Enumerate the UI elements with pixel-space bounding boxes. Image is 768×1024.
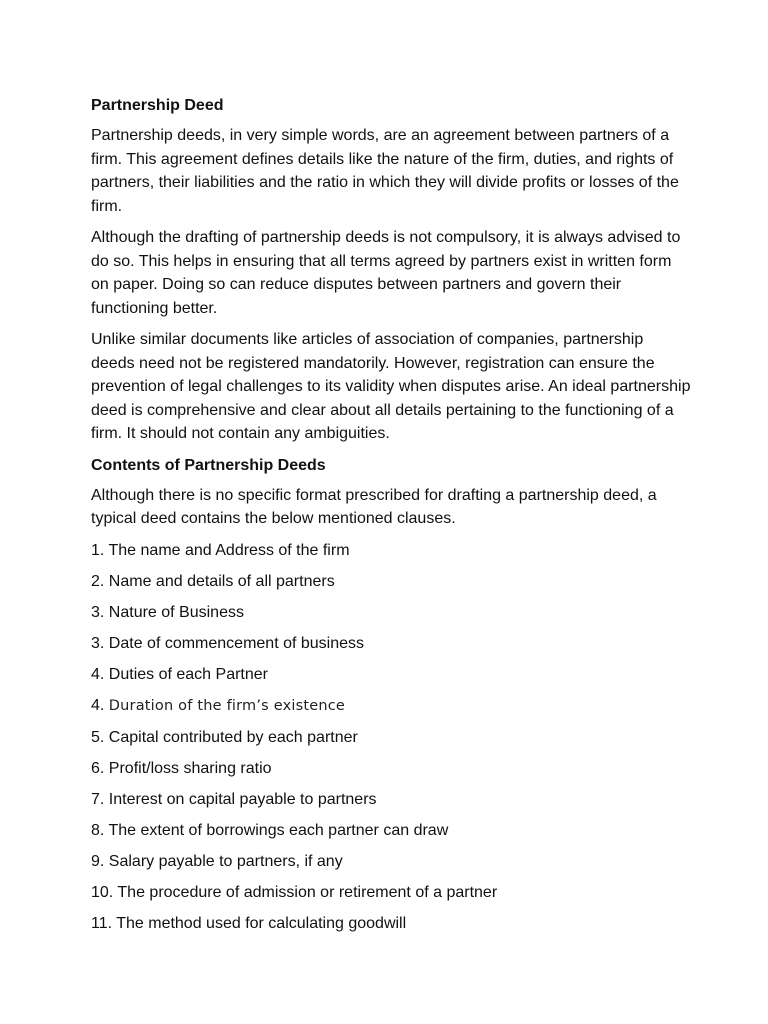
list-item: [91, 726, 691, 749]
clause-number: 10.: [91, 883, 118, 901]
clause-number: 5.: [91, 728, 109, 746]
list-item: [91, 850, 691, 873]
list-item: [91, 632, 691, 655]
document-page: [91, 94, 691, 943]
section-intro: Although there is no specific format prescribed for drafting a partnership deed, a typical deed contains the below mentioned clauses.: [91, 486, 657, 527]
list-item: [91, 819, 691, 842]
clause-number: 3.: [91, 603, 109, 621]
drafting-paragraph: Although the drafting of partnership deeds is not compulsory, it is always advised to do so. This helps in ensuring that all terms agreed by partners exist in written form on paper. Doing so can reduce disputes between partners and govern their functioning better.: [91, 229, 681, 317]
list-item: [91, 663, 691, 686]
list-item: [91, 694, 691, 718]
clause-number: 7.: [91, 790, 109, 808]
clause-text: Duties of each Partner: [108, 665, 268, 683]
registration-paragraph: Unlike similar documents like articles of association of companies, partnership deeds need not be registered mandatorily. However, registration can ensure the prevention of legal challenges to its validity when disputes arise. An ideal partnership deed is comprehensive and clear about all details pertaining to the functioning of a firm. It should not contain any ambiguities.: [91, 331, 691, 442]
page-title: Partnership Deed: [91, 97, 224, 114]
list-item: [91, 788, 691, 811]
list-item: [91, 757, 691, 780]
clause-text: Nature of Business: [108, 603, 244, 621]
clause-number: 4.: [91, 696, 109, 714]
list-item: [91, 881, 691, 904]
clause-number: 4.: [91, 665, 109, 683]
clause-number: 8.: [91, 821, 109, 839]
clause-number: 11.: [91, 914, 117, 932]
intro-paragraph: Partnership deeds, in very simple words, are an agreement between partners of a firm. This agreement defines details like the nature of the firm, duties, and rights of partners, their liabilities and the ratio in which they will divide profits or losses of the firm.: [91, 127, 679, 215]
list-item: [91, 539, 691, 562]
clause-text: Date of commencement of business: [108, 634, 365, 652]
clause-text: Name and details of all partners: [108, 572, 335, 590]
clause-number: 1.: [91, 541, 109, 559]
clause-text: Salary payable to partners, if any: [108, 852, 343, 870]
clause-number: 3.: [91, 634, 109, 652]
clause-number: 6.: [91, 759, 109, 777]
clause-text: The procedure of admission or retirement of a partner: [117, 883, 498, 901]
clause-text: The extent of borrowings each partner can draw: [108, 821, 449, 839]
clause-text: Capital contributed by each partner: [108, 728, 358, 746]
clause-list: [91, 539, 691, 935]
section-heading: Contents of Partnership Deeds: [91, 456, 326, 474]
clause-text: Interest on capital payable to partners: [108, 790, 377, 808]
clause-text: Duration of the firm’s existence: [108, 697, 346, 714]
clause-text: The name and Address of the firm: [108, 541, 350, 559]
clause-number: 2.: [91, 572, 109, 590]
clause-number: 9.: [91, 852, 109, 870]
clause-text: The method used for calculating goodwill: [116, 914, 407, 932]
list-item: [91, 601, 691, 624]
list-item: [91, 912, 691, 935]
clause-text: Profit/loss sharing ratio: [108, 759, 272, 777]
list-item: [91, 570, 691, 593]
